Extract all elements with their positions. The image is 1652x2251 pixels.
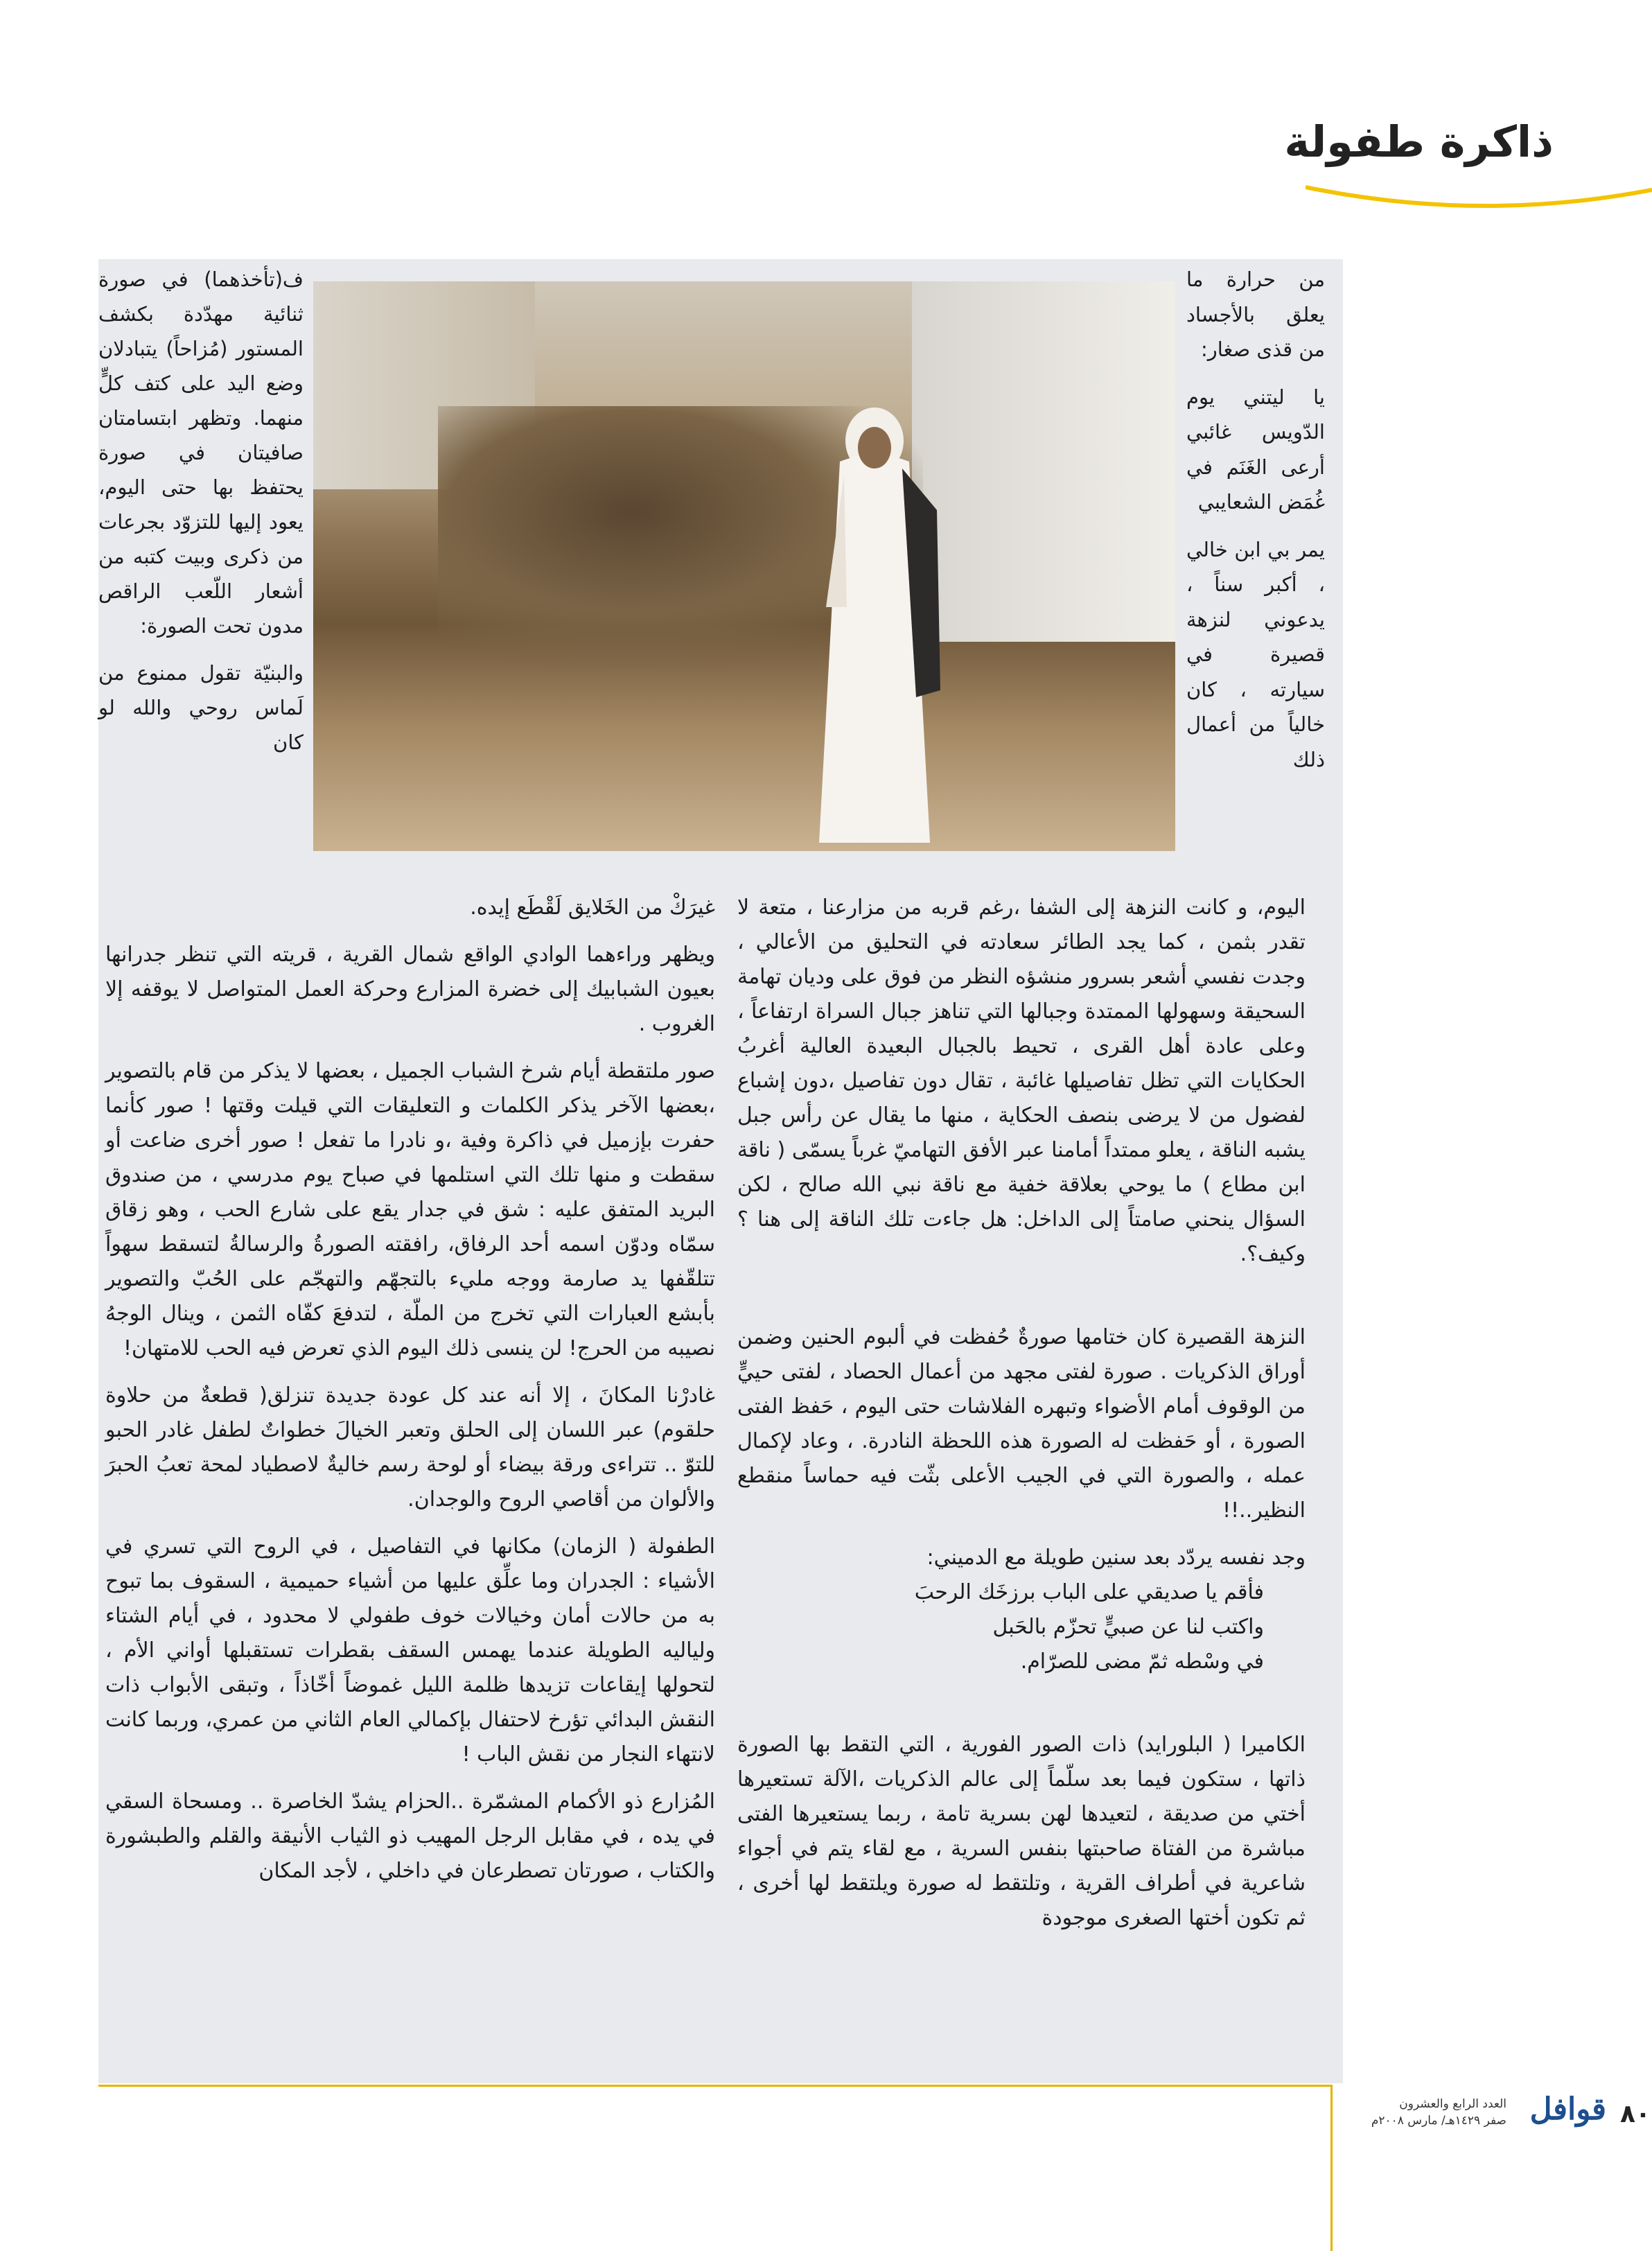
paragraph: غادرْنا المكانَ ، إلا أنه عند كل عودة جديدة تنزلق( قطعةٌ من حلاوة حلقوم) عبر اللسان إلى الحلق وتعبر الخيالَ خطواتٌ لطفل غادر الحبو للتوّ .. تتراءى ورقة بيضاء أو لوحة رسم خاليةٌ لاصطياد لمحة تعبُ الحبرَ والألوان من أقاصي الروح والوجدان.: [105, 1383, 715, 1512]
header-accent-curve: [1306, 182, 1652, 223]
issue-number: العدد الرابع والعشرون: [1399, 2097, 1506, 2111]
text-column-left-narrow: [98, 262, 304, 772]
issue-date: صفر ١٤٢٩هـ/ مارس ٢٠٠٨م: [1371, 2114, 1506, 2128]
paragraph: النزهة القصيرة كان ختامها صورةٌ حُفظت في ألبوم الحنين وضمن أوراق الذكريات . صورة لفتى مجهد من أعمال الحصاد ، لفتى حييٍّ من الوقوف أمام الأضواء وتبهره الفلاشات حتى اليوم ، حَفظ الفتى الصورة ، أو حَفظت له الصورة هذه اللحظة النادرة. ، وعاد لإكمال عمله ، والصورة التي في الجيب الأعلى بثّت فيه حماساً منقطع النظير..!!: [737, 1325, 1306, 1523]
article-photo: [313, 281, 1175, 851]
paragraph: صور ملتقطة أيام شرخ الشباب الجميل ، بعضها لا يذكر من قام بالتصوير ،بعضها الآخر يذكر الكلمات و التعليقات التي قيلت وقتها ! صور كأنما حفرت بإزميل في ذاكرة وفية ،و نادرا ما تفعل ! صور أخرى ضاعت أو سقطت و منها تلك التي استلمها في صباح يوم مدرسي ، من صندوق البريد المتفق عليه : شق في جدار يقع على شارع الحب ، وهو زقاق سمّاه ودوّن اسمه أحد الرفاق، رافقته الصورةُ والرسالةُ لتسقط سهواً تتلقّفها يد صارمة ووجه مليء بالتجهّم والتهجّم على الحُبّ والتصوير بأبشع العبارات التي تخرج من الملّة ، لتدفعَ كفّاه الثمن ، وينال الوجهُ نصيبه من الحرج! لن ينسى ذلك اليوم الذي تعرض فيه الحب للامتهان!: [105, 1059, 715, 1360]
poem-intro: وجد نفسه يردّد بعد سنين طويلة مع الدميني:: [926, 1545, 1306, 1570]
poem-verse: والبنيّة تقول ممنوع من لَماس روحي والله لو كان: [98, 661, 304, 754]
page-number: ٨٠: [1620, 2100, 1651, 2128]
paragraph: اليوم، و كانت النزهة إلى الشفا ،رغم قربه من مزارعنا ، متعة لا تقدر بثمن ، كما يجد الطائر سعادته في التحليق من الأعالي ، وجدت نفسي أشعر بسرور منشؤه النظر من فوق على وديان تهامة السحيقة وسهولها الممتدة وجبالها التي تناهز جبال السراة ارتفاعاً ، وعلى عادة أهل القرى ، تحيط بالجبال البعيدة العالية أغربُ الحكايات التي تظل تفاصيلها غائبة ، تقال دون تفاصيل ،دون إشباع لفضول من لا يرضى بنصف الحكاية ، منها ما يقال عن رأس جبل يشبه الناقة ، يعلو ممتداً أمامنا عبر الأفق التهاميّ غرباً يسمّى ( ناقة ابن مطاع ) ما يوحي بعلاقة خفية مع ناقة نبي الله صالح ، لكن السؤال ينحني صامتاً إلى الداخل: هل جاءت تلك الناقة إلى هنا ؟ وكيف؟.: [737, 895, 1306, 1266]
poem-verse: يا ليتني يوم الدّويس غائبي أرعى الغَنَم في غُمَض الشعايبي: [1186, 385, 1325, 514]
man-in-thobe-figure: [798, 399, 944, 843]
footer-rule: [98, 2085, 1332, 2087]
paragraph: الكاميرا ( البلورايد) ذات الصور الفورية ، التي التقط بها الصورة ذاتها ، ستكون فيما بعد سلّماً إلى عالم الذكريات ،الآلة تستعيرها أختي من صديقة ، لتعيدها لهن بسرية تامة ، ربما يستعيرها الفتى مباشرة من الفتاة صاحبتها بنفس السرية ، مع لقاء يتم في أجواء شاعرية في أطراف القرية ، وتلتقط له صورة ويلتقط لها أخرى ، ثم تكون أختها الصغرى موجودة: [737, 1733, 1306, 1930]
poem-verse: واكتب لنا عن صبيٍّ تحزّم بالحَبل: [992, 1615, 1264, 1639]
text-column-main-left: [105, 891, 715, 1901]
paragraph: يمر بي ابن خالي ، أكبر سناً ، يدعوني لنزهة قصيرة في سيارته ، كان خالياً من أعمال ذلك: [1186, 537, 1325, 771]
paragraph: ويظهر وراءهما الوادي الواقع شمال القرية ، قريته التي تنظر جدرانها بعيون الشبابيك إلى خضرة المزارع وحركة العمل المتواصل لا يوقفه إلا الغروب .: [105, 943, 715, 1036]
paragraph: من حرارة ما يعلق بالأجساد من قذى صغار:: [1186, 268, 1325, 361]
paragraph: المُزارع ذو الأكمام المشمّرة ..الحزام يشدّ الخاصرة .. ومسحاة السقي في يده ، في مقابل الرجل المهيب ذو الثياب الأنيقة والقلم والطبشورة والكتاب ، صورتان تصطرعان في داخلي ، لأجد المكان: [105, 1789, 715, 1883]
poem-verse: غيرَكْ من الخَلايق لَقْطَع إيده.: [470, 895, 715, 920]
text-column-main-right: [737, 891, 1306, 1948]
paragraph: ف(تأخذهما) في صورة ثنائية مهدّدة بكشف المستور (مُزاحاً) يتبادلان وضع اليد على كتف كلٍّ منهما. وتظهر ابتسامتان صافيتان في صورة يحتفظ بها حتى اليوم، يعود إليها للتزوّد بجرعات من ذكرى وبيت كتبه من أشعار اللّعب الراقص مدون تحت الصورة:: [98, 268, 304, 638]
section-title: ذاكرة طفولة: [1284, 116, 1554, 167]
issue-info: [1371, 2096, 1506, 2129]
text-column-right-narrow: [1186, 262, 1325, 789]
footer-divider: [1330, 2085, 1333, 2251]
magazine-logo: قوافل: [1529, 2092, 1606, 2127]
paragraph: الطفولة ( الزمان) مكانها في التفاصيل ، في الروح التي تسري في الأشياء : الجدران وما علِّق عليها من أشياء حميمية ، السقوف بما تبوح به من حالات أمان وخيالات خوف طفولي لا محدود ، في أيام الشتاء ولياليه الطويلة عندما يهمس السقف بقطرات تستقبلها أواني الأم ، لتحولها إيقاعات تزيدها ظلمة الليل غموضاً أخّاذاً ، وتبقى الأبواب ذات النقش البدائي تؤرخ لاحتفال بإكمالي العام الثاني من عمري، وربما كانت لانتهاء النجار من نقش الباب !: [105, 1534, 715, 1767]
poem-verse: فأقم يا صديقي على الباب برزخَك الرحبَ: [914, 1580, 1264, 1604]
poem-verse: في وسْطه ثمّ مضى للصرّام.: [1020, 1649, 1264, 1674]
